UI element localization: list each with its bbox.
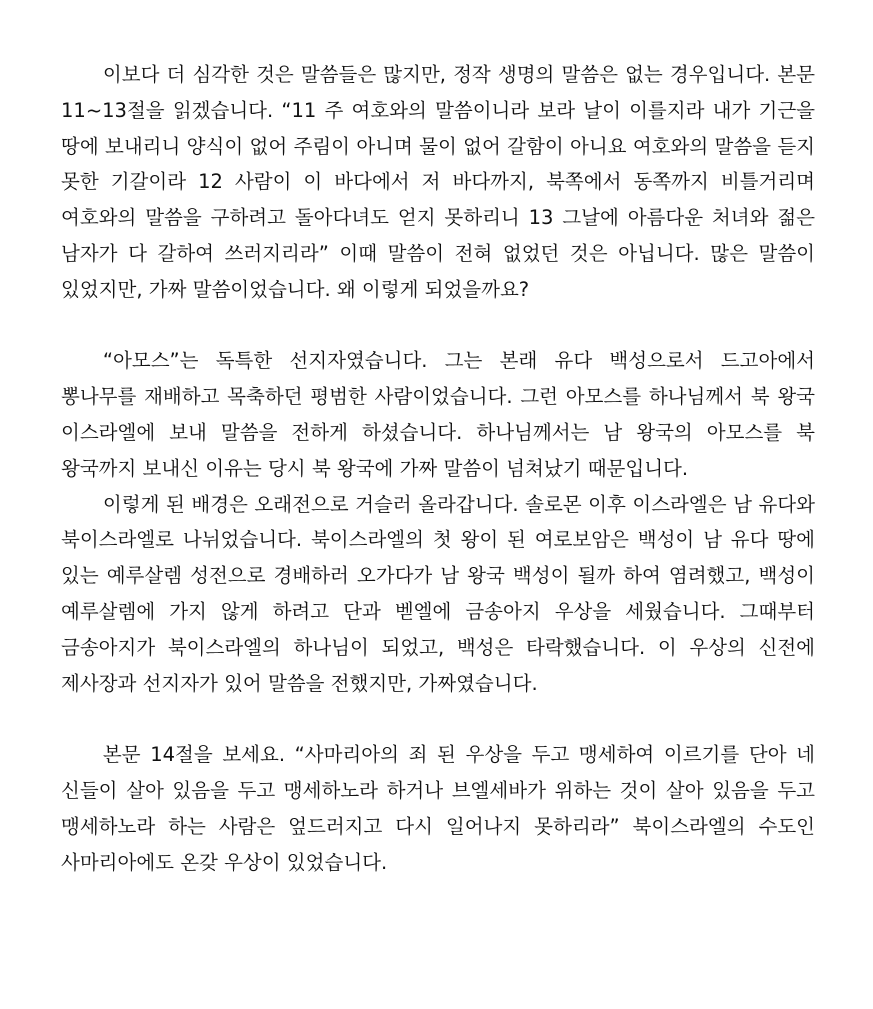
paragraph-4: 본문 14절을 보세요. “사마리아의 죄 된 우상을 두고 맹세하여 이르기를 단아 네 신들이 살아 있음을 두고 맹세하노라 하거나 브엘세바가 위하는 것이 살아 있음을 두고 맹세하노라 하는 사람은 엎드러지고 다시 일어나지 못하리라” 북이스라엘의 수도인 사마리아에도 온갖 우상이 있었습니다.: [61, 743, 815, 874]
paragraph-2: “아모스”는 독특한 선지자였습니다. 그는 본래 유다 백성으로서 드고아에서 뽕나무를 재배하고 목축하던 평범한 사람이었습니다. 그런 아모스를 하나님께서 북 왕국 이스라엘에 보내 말씀을 전하게 하셨습니다. 하나님께서는 남 왕국의 아모스를 북 왕국까지 보내신 이유는 당시 북 왕국에 가짜 말씀이 넘쳐났기 때문입니다.: [61, 349, 815, 480]
document-body: [61, 57, 815, 880]
paragraph-1: 이보다 더 심각한 것은 말씀들은 많지만, 정작 생명의 말씀은 없는 경우입니다. 본문 11~13절을 읽겠습니다. “11 주 여호와의 말씀이니라 보라 날이 이를지라 내가 기근을 땅에 보내리니 양식이 없어 주림이 아니며 물이 없어 갈함이 아니요 여호와의 말씀을 듣지 못한 기갈이라 12 사람이 이 바다에서 저 바다까지, 북쪽에서 동쪽까지 비틀거리며 여호와의 말씀을 구하려고 돌아다녀도 얻지 못하리니 13 그날에 아름다운 처녀와 젊은 남자가 다 갈하여 쓰러지리라” 이때 말씀이 전혀 없었던 것은 아닙니다. 많은 말씀이 있었지만, 가짜 말씀이었습니다. 왜 이렇게 되었을까요?: [61, 63, 815, 301]
paragraph-3: 이렇게 된 배경은 오래전으로 거슬러 올라갑니다. 솔로몬 이후 이스라엘은 남 유다와 북이스라엘로 나뉘었습니다. 북이스라엘의 첫 왕이 된 여로보암은 백성이 남 유다 땅에 있는 예루살렘 성전으로 경배하러 오가다가 남 왕국 백성이 될까 하여 염려했고, 백성이 예루살렘에 가지 않게 하려고 단과 벧엘에 금송아지 우상을 세웠습니다. 그때부터 금송아지가 북이스라엘의 하나님이 되었고, 백성은 타락했습니다. 이 우상의 신전에 제사장과 선지자가 있어 말씀을 전했지만, 가짜였습니다.: [61, 492, 815, 695]
